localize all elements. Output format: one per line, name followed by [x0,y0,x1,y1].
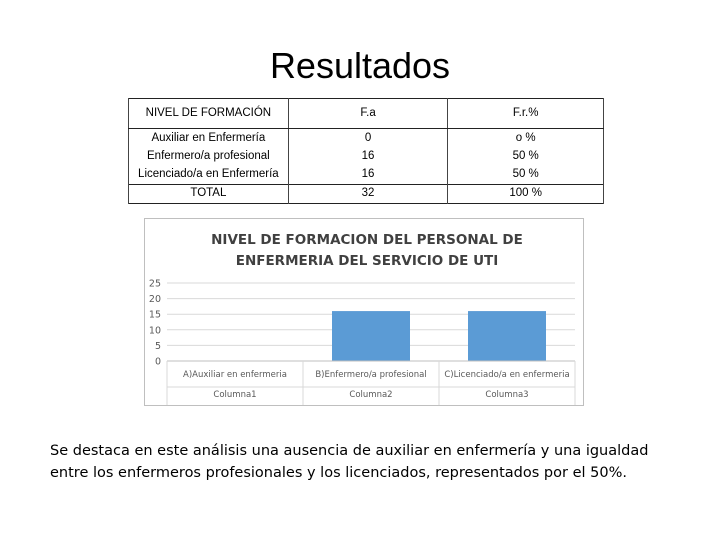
y-tick-label: 0 [154,356,161,368]
table-row [129,147,604,165]
header-fr: F.r.% [448,99,604,129]
cell-nivel: Auxiliar en Enfermería [129,129,289,148]
x-series-label: Columna2 [349,390,393,400]
header-nivel: NIVEL DE FORMACIÓN [129,99,289,129]
analysis-caption: Se destaca en este análisis una ausencia de auxiliar en enfermería y una igualdad entre los enfermeros profesionales y los licenciados, representados por el 50%. [50,443,649,481]
header-fa: F.a [288,99,448,129]
chart-frame [144,218,584,406]
table-row [129,165,604,184]
bar [468,311,546,361]
cell-fa: 16 [288,147,448,165]
table-row [129,129,604,148]
results-table [128,98,604,204]
cell-fr: 50 % [448,147,604,165]
cell-fr: 50 % [448,165,604,184]
y-tick-label: 10 [148,325,161,337]
bar [332,311,410,361]
y-tick-label: 15 [148,309,161,321]
table-total-row [129,184,604,203]
x-series-label: Columna1 [213,390,257,400]
table-header-row [129,99,604,129]
total-label: TOTAL [129,184,289,203]
chart-title-line-1: NIVEL DE FORMACION DEL PERSONAL DE [211,232,523,248]
x-category-label: B)Enfermero/a profesional [315,370,427,380]
total-fr: 100 % [448,184,604,203]
cell-fa: 16 [288,165,448,184]
x-category-label: C)Licenciado/a en enfermeria [444,370,570,380]
cell-fr: o % [448,129,604,148]
cell-nivel: Licenciado/a en Enfermería [129,165,289,184]
x-category-label: A)Auxiliar en enfermeria [183,370,287,380]
total-fa: 32 [288,184,448,203]
chart-title-line-2: ENFERMERIA DEL SERVICIO DE UTI [235,253,499,269]
bar-chart [145,219,583,405]
y-tick-label: 25 [148,278,161,290]
cell-fa: 0 [288,129,448,148]
y-tick-label: 5 [154,340,161,352]
cell-nivel: Enfermero/a profesional [129,147,289,165]
y-tick-label: 20 [148,294,161,306]
slide-title: Resultados [269,45,451,86]
x-series-label: Columna3 [485,390,529,400]
